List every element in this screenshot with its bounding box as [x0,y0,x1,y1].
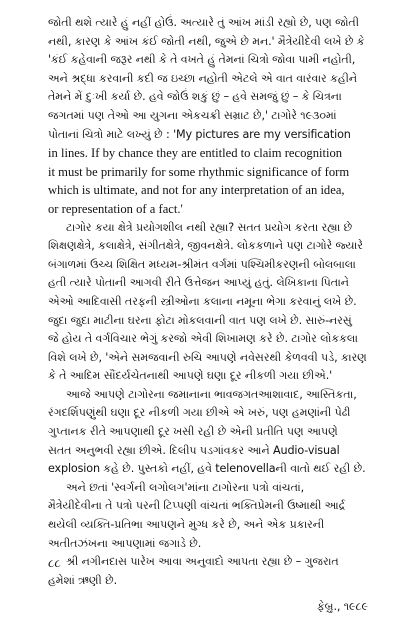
text-line: શિક્ષણક્ષેત્રે, કલાક્ષેત્રે, સંગીતક્ષેત્રે, જીવનક્ષેત્રે. લોકકળાને પણ ટાગોરે જ્યારે [48,239,363,253]
text-line: કે તે આદિમ સૌંદર્યચેતનાથી આપણે ઘણા દૂર નીકળી ગયા છીએ.' [48,369,333,383]
quote-line: in lines. If by chance they are entitled to claim recognition [48,146,343,161]
paragraph-start-line: અને છતાં 'સ્વર્ગની લગોલગ'માંના ટાગોરના પત્રો વાંચતાં, [66,480,304,494]
text-line: સતત અનુભવી રહ્યા છીએ. દિલીપ પડગાંવકર આને Audio-visual [48,443,340,457]
text-line: હમેશાં ઋણી છે. [48,573,118,587]
quote-line: which is ultimate, and not for any interpretation of an idea, [48,183,345,198]
text-line: જોતી થશે ત્યારે હું નહીં હોઉં. અત્યારે તું આંખ માંડી રહ્યો છે, પણ જોતી [48,16,359,29]
text-line: જગતમાં પણ તેઓ આ યુગના એકચક્રી સમ્રાટ છે,' ટાગોરે ૧૯૩૦માં [48,108,337,122]
text-line: 'કંઈ કહેવાની જરૂર નથી કે તે વખતે હું તેમનાં ચિત્રો જોવા પામી નહોતી, [48,53,356,67]
book-page [48,14,376,614]
text-line: ગુપ્તાનક રીતે આપણાથી દૂર ખસી રહી છે એની પ્રતીતિ પણ આપણે [48,425,338,439]
text-line: રંગદર્શિપણુંથી ઘણા દૂર નીકળી ગયા છીએ એ ખરું, પણ હમણાંની પેઢી [48,406,351,420]
quote-line: or representation of a fact.' [48,201,183,216]
text-line: જુદા જુદા માટીના ઘરના ફોટા મોકલવાની વાત પણ લખે છે. સારું-નરસું [48,313,352,327]
text-line: પોતાનાં ચિત્રો માટે લખ્યું છે : 'My pictures are my versification [48,127,351,141]
date-signature: ફેબ્રુ., ૧૯૮૯ [316,600,368,614]
text-line: બંગાળમાં ઉચ્ચ શિક્ષિત મધ્યમ-શ્રીમંત વર્ગમાં પશ્ચિમીકરણની બોલબાલા [48,257,356,271]
text-line: એઓ આદિવાસી તરફની સ્ત્રીઓના કલાના નમૂના ભેગા કરવાનું લખે છે. [48,294,357,308]
paragraph-start-line: ટાગોર કયા ક્ષેત્રે પ્રયોગશીલ નથી રહ્યા? સતત પ્રયોગ કરતા રહ્યા છે [66,220,353,234]
text-line: નથી, કારણ કે આંખ કંઈ જોતી નથી, જુએ છે મન.' મૈત્રેયીદેવી લખે છે કે [48,34,365,48]
page-number: ૮૮ [48,556,61,570]
quote-line: it must be primarily for some rhythmic significance of form [48,164,350,179]
text-line: અને શ્રદ્ધા કરવાની કદી જ ઇચ્છા નહોતી એટલે એ વાત વારંવાર કહીને [48,71,358,85]
text-line: મૈત્રેયીદેવીના તે પત્રો પરની ટિપ્પણી વાંચતાં ભક્તિપ્રેમની ઉષ્માથી આર્દ્ર [48,499,346,513]
text-line: જે હોય તે વર્ગવિચાર ભેગું કરજો એવી શિખામણ કરે છે. ટાગોર લોકકલા [48,332,358,346]
text-line: અતીતઝંખના આપણામાં જગાડે છે. [48,536,202,550]
paragraph-start-line: શ્રી નગીનદાસ પારેખ આવા અનુવાદો આપતા રહ્યા છે – ગુજરાત [66,555,339,569]
text-line: explosion કહે છે. પુસ્તકો નહીં, હવે telenovellaની વાતો થઈ રહી છે. [48,462,366,476]
text-line: વિશે લખે છે, 'એને સમજવાની રુચિ આપણે નવેસરથી કેળવવી પડે, કારણ [48,350,367,364]
text-line: થયેલી વ્યક્તિ-પ્રતિભા આપણને મુગ્ધ કરે છે, અને એક પ્રકારની [48,518,325,532]
text-line: હતી ત્યારે પોતાની આગવી રીતે ઉત્તેજન આપ્યું હતું. લેખિકાના પિતાને [48,276,349,290]
paragraph-start-line: આજે આપણે ટાગોરના જમાનાના ભાવજગતઆશાવાદ, આસ્તિકતા, [66,387,357,401]
text-line: તેમને મેં દુઃખી કર્યા છે. હવે જોઉં શકું છું – હવે સમજું છું – કે ચિત્રના [48,90,342,104]
